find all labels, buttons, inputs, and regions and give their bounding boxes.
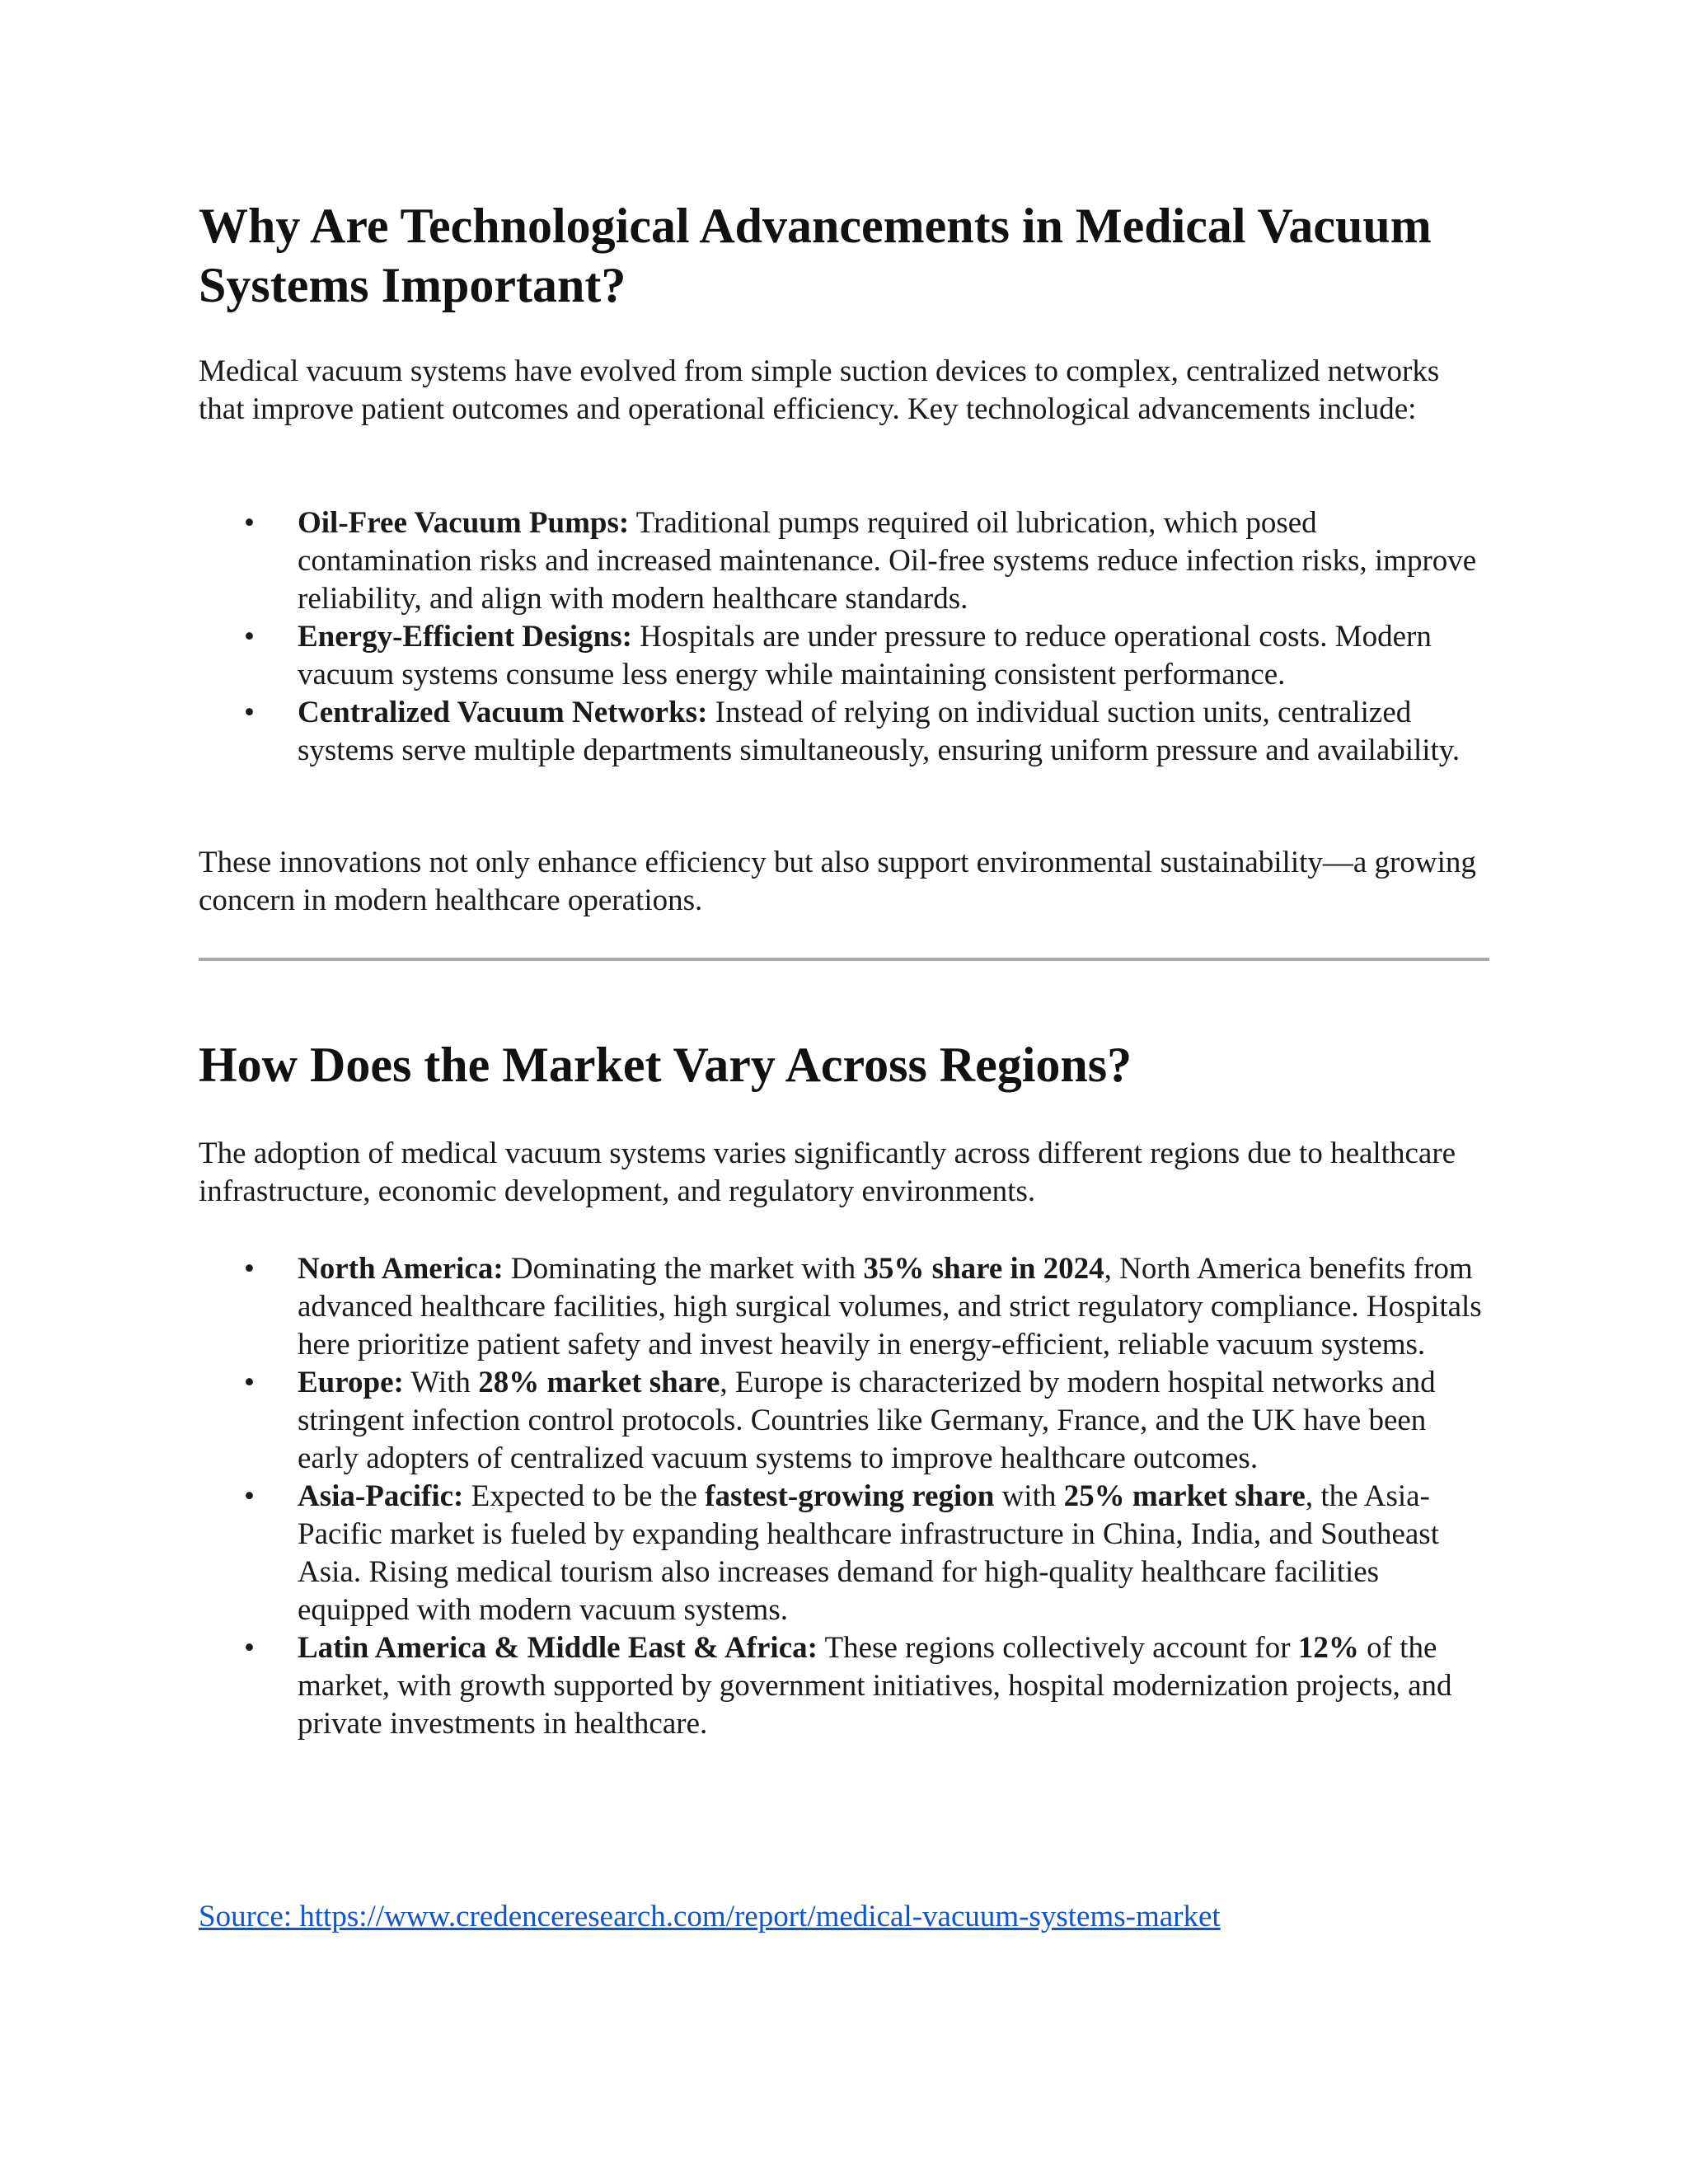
region-text: , Europe is characterized by modern hospital networks and stringent infection control protocols. Countries like Germany, France, and the UK have been early adopters of centralized vacuum systems to improve healthcare outcomes. (298, 1366, 1436, 1475)
source-link[interactable]: Source: https://www.credenceresearch.com/report/medical-vacuum-systems-market (199, 1900, 1221, 1933)
bullet-icon: • (244, 696, 255, 729)
bullet-icon: • (244, 506, 255, 540)
list-item-text: Hospitals are under pressure to reduce operational costs. Modern vacuum systems consume less energy while maintaining consistent performance. (298, 620, 1432, 691)
region-text: , the Asia-Pacific market is fueled by expanding healthcare infrastructure in China, India, and Southeast Asia. Rising medical tourism also increases demand for high-quality healthcare facilities equipped with modern vacuum systems. (298, 1479, 1439, 1627)
region-text: Dominating the market with (503, 1252, 864, 1286)
list-item-label: Energy-Efficient Designs: (298, 620, 632, 654)
region-highlight: 28% market share (478, 1366, 720, 1399)
region-highlight: 25% market share (1063, 1479, 1306, 1513)
tech-advancements-list (199, 504, 1489, 770)
list-item-label: Centralized Vacuum Networks: (298, 696, 708, 729)
region-text: , North America benefits from advanced healthcare facilities, high surgical volumes, and strict regulatory compliance. Hospitals here prioritize patient safety and invest heavily in energy-efficient, reliable vacuum systems. (298, 1252, 1482, 1361)
section-divider (199, 958, 1489, 961)
region-text: Expected to be the (463, 1479, 706, 1513)
region-highlight: fastest-growing region (705, 1479, 995, 1513)
list-item-europe (199, 1364, 1489, 1478)
list-item (199, 504, 1489, 618)
region-text: with (994, 1479, 1064, 1513)
bullet-icon: • (244, 1252, 255, 1286)
section-heading-tech-advancements: Why Are Technological Advancements in Medical Vacuum Systems Important? (199, 199, 1432, 312)
bullet-icon: • (244, 1366, 255, 1399)
bullet-icon: • (244, 620, 255, 654)
list-item-latam-mea (199, 1629, 1489, 1743)
section-heading-regions: How Does the Market Vary Across Regions? (199, 1038, 1132, 1092)
list-item-text: Instead of relying on individual suction units, centralized systems serve multiple departments simultaneously, ensuring uniform pressure and availability. (298, 696, 1461, 767)
tech-outro-paragraph: These innovations not only enhance efficiency but also support environmental sustainability—a growing concern in modern healthcare operations. (199, 846, 1476, 917)
region-label: North America: (298, 1252, 504, 1286)
region-highlight: 12% (1297, 1631, 1359, 1665)
region-highlight: 35% share in 2024 (863, 1252, 1104, 1286)
region-text: of the market, with growth supported by government initiatives, hospital modernization projects, and private investments in healthcare. (298, 1631, 1452, 1741)
list-item-text: Traditional pumps required oil lubrication, which posed contamination risks and increased maintenance. Oil-free systems reduce infection risks, improve reliability, and align with modern healthcare standards. (298, 506, 1477, 616)
bullet-icon: • (244, 1631, 255, 1665)
list-item-asia-pacific (199, 1478, 1489, 1629)
region-text: These regions collectively account for (817, 1631, 1298, 1665)
bullet-icon: • (244, 1479, 255, 1513)
region-label: Europe: (298, 1366, 404, 1399)
list-item-north-america (199, 1250, 1489, 1364)
list-item (199, 618, 1489, 694)
list-item (199, 694, 1489, 770)
tech-intro-paragraph: Medical vacuum systems have evolved from simple suction devices to complex, centralized networks that improve patient outcomes and operational efficiency. Key technological advancements include: (199, 354, 1440, 426)
regions-intro-paragraph: The adoption of medical vacuum systems varies significantly across different regions due to healthcare infrastructure, economic development, and regulatory environments. (199, 1137, 1456, 1208)
list-item-label: Oil-Free Vacuum Pumps: (298, 506, 630, 540)
region-label: Asia-Pacific: (298, 1479, 464, 1513)
regions-list (199, 1250, 1489, 1743)
region-label: Latin America & Middle East & Africa: (298, 1631, 818, 1665)
region-text: With (403, 1366, 479, 1399)
